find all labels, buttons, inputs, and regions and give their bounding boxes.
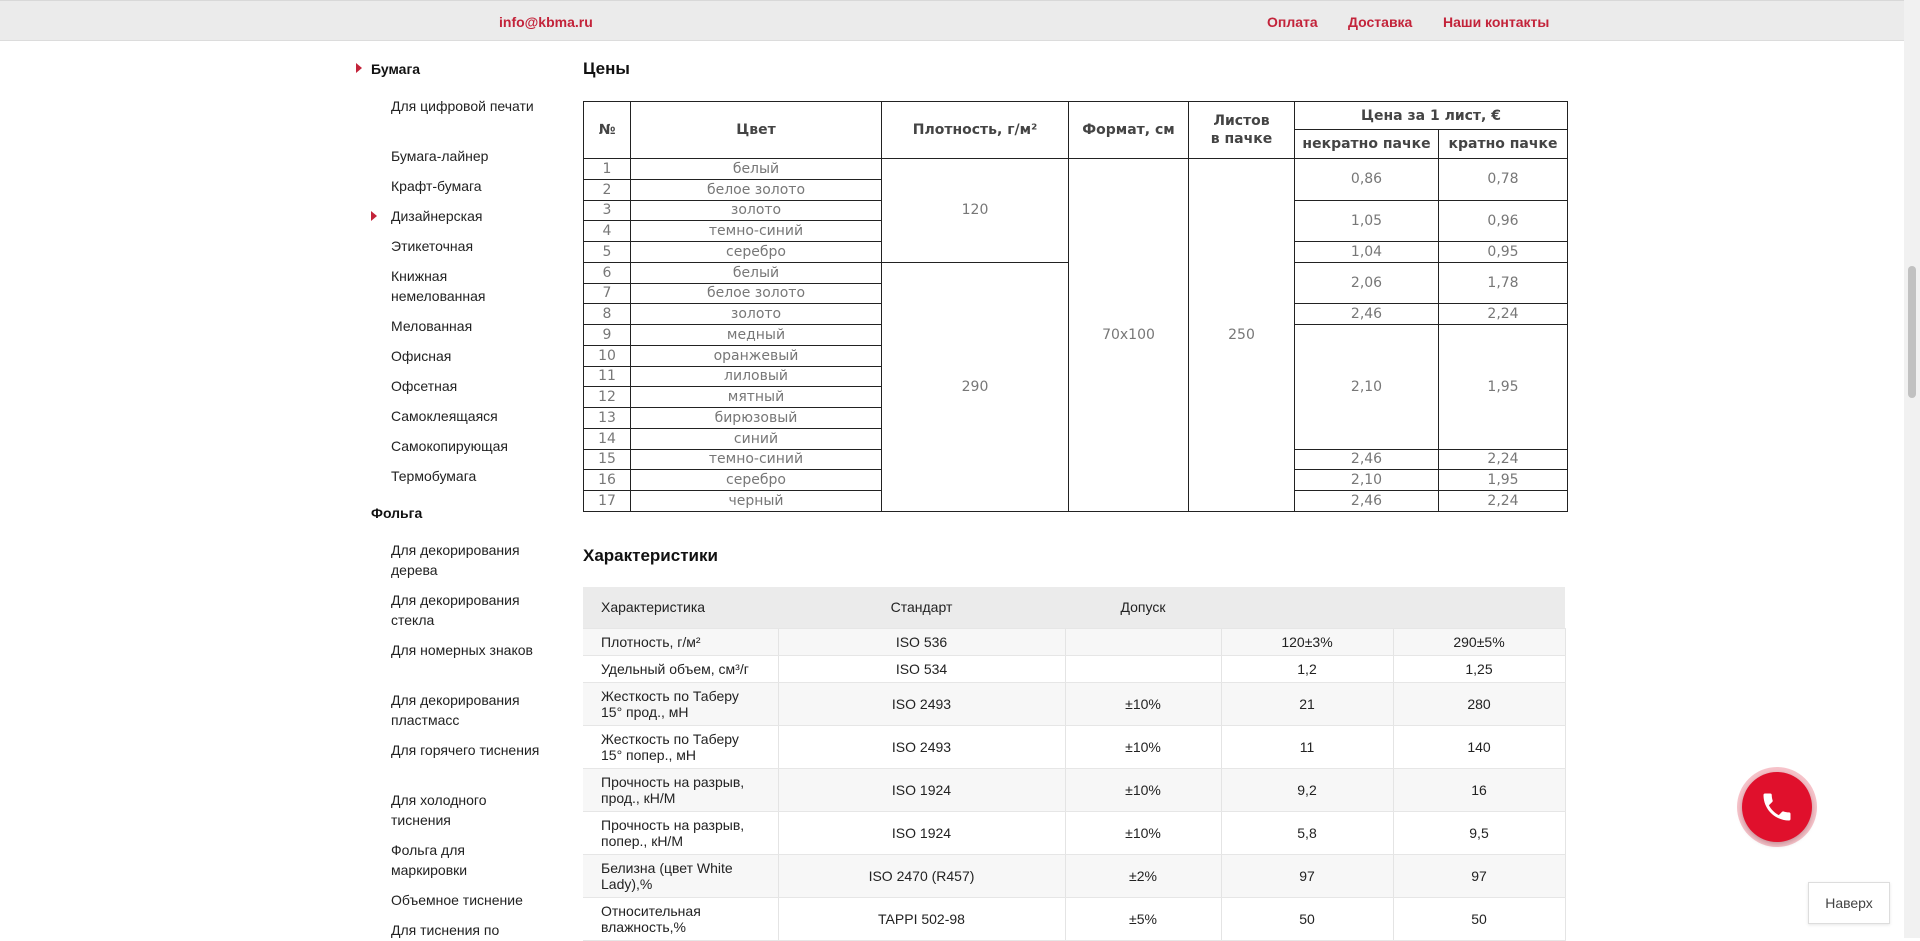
call-button[interactable]	[1742, 772, 1812, 842]
spec-value-290: 1,25	[1393, 655, 1565, 682]
spec-tolerance	[1065, 628, 1221, 655]
price-nonmultiple: 2,46	[1295, 304, 1439, 325]
sidebar-item-selfadhesive[interactable]: Самоклеящаяся	[391, 408, 498, 424]
price-multiple: 2,24	[1439, 491, 1568, 512]
spec-standard: ISO 1924	[778, 768, 1065, 811]
row-color: белое золото	[631, 179, 882, 200]
spec-name: Плотность, г/м²	[583, 628, 778, 655]
back-to-top-button[interactable]: Наверх	[1808, 882, 1890, 924]
sidebar-item-office[interactable]: Офисная	[391, 348, 452, 364]
sidebar-item-foil-cold[interactable]: Для холодного тиснения	[391, 792, 487, 828]
header-color: Цвет	[631, 102, 882, 159]
spec-value-120: 50	[1221, 897, 1393, 940]
price-nonmultiple: 2,10	[1295, 325, 1439, 450]
price-multiple: 0,96	[1439, 200, 1568, 242]
spec-value-290: 140	[1393, 725, 1565, 768]
specs-table	[583, 587, 1566, 941]
row-num: 12	[584, 387, 631, 408]
price-multiple: 1,78	[1439, 262, 1568, 304]
row-num: 3	[584, 200, 631, 221]
price-multiple: 1,95	[1439, 325, 1568, 450]
row-num: 9	[584, 325, 631, 346]
spec-tolerance: ±5%	[1065, 897, 1221, 940]
spec-name: Прочность на разрыв, попер., кН/М	[583, 811, 778, 854]
spec-value-120: 5,8	[1221, 811, 1393, 854]
spec-name: Жесткость по Таберу 15° попер., мН	[583, 725, 778, 768]
spec-tolerance: ±10%	[1065, 768, 1221, 811]
spec-value-290: 290±5%	[1393, 628, 1565, 655]
spec-value-120: 1,2	[1221, 655, 1393, 682]
specs-header-name: Характеристика	[583, 587, 778, 628]
active-section-marker	[356, 63, 362, 73]
spec-value-120: 120±3%	[1221, 628, 1393, 655]
prices-title: Цены	[583, 59, 630, 78]
price-multiple: 0,95	[1439, 242, 1568, 263]
phone-icon	[1759, 789, 1795, 825]
price-nonmultiple: 2,06	[1295, 262, 1439, 304]
row-color: белое золото	[631, 283, 882, 304]
row-color: золото	[631, 304, 882, 325]
spec-tolerance: ±10%	[1065, 811, 1221, 854]
price-nonmultiple: 2,46	[1295, 449, 1439, 470]
top-bar	[0, 0, 1904, 41]
row-num: 15	[584, 449, 631, 470]
price-multiple: 0,78	[1439, 159, 1568, 201]
sidebar-item-carbonless[interactable]: Самокопирующая	[391, 438, 508, 454]
price-multiple: 1,95	[1439, 470, 1568, 491]
header-num: №	[584, 102, 631, 159]
row-num: 13	[584, 408, 631, 429]
row-num: 14	[584, 428, 631, 449]
price-nonmultiple: 1,04	[1295, 242, 1439, 263]
sidebar-item-foil-plastic[interactable]: Для декорирования пластмасс	[391, 692, 520, 728]
spec-value-290: 50	[1393, 897, 1565, 940]
active-item-marker	[371, 211, 377, 221]
sidebar-item-liner[interactable]: Бумага-лайнер	[391, 148, 489, 164]
sidebar-item-foil-plates[interactable]: Для номерных знаков	[391, 642, 533, 658]
spec-value-290: 16	[1393, 768, 1565, 811]
sidebar-item-foil-glass[interactable]: Для декорирования стекла	[391, 592, 520, 628]
spec-value-120: 11	[1221, 725, 1393, 768]
nav-link-contacts[interactable]: Наши контакты	[1443, 14, 1550, 30]
row-color: лиловый	[631, 366, 882, 387]
sidebar-item-designer[interactable]: Дизайнерская	[391, 208, 483, 224]
sidebar-item-foil-relief[interactable]: Объемное тиснение	[391, 892, 523, 908]
spec-tolerance: ±10%	[1065, 725, 1221, 768]
header-price-nonmultiple: некратно пачке	[1295, 130, 1439, 159]
spec-standard: ISO 534	[778, 655, 1065, 682]
spec-standard: ISO 1924	[778, 811, 1065, 854]
format-cell: 70x100	[1069, 159, 1189, 512]
specs-header-tolerance: Допуск	[1065, 587, 1221, 628]
spec-name: Удельный объем, см³/г	[583, 655, 778, 682]
sidebar-item-foil-wood[interactable]: Для декорирования дерева	[391, 542, 520, 578]
spec-value-290: 97	[1393, 854, 1565, 897]
row-num: 10	[584, 345, 631, 366]
nav-link-delivery[interactable]: Доставка	[1348, 14, 1413, 30]
nav-link-payment[interactable]: Оплата	[1267, 14, 1318, 30]
row-num: 6	[584, 262, 631, 283]
sidebar-item-foil-hot[interactable]: Для горячего тиснения	[391, 742, 540, 758]
sidebar-item-label[interactable]: Этикеточная	[391, 238, 474, 254]
sidebar-item-kraft[interactable]: Крафт-бумага	[391, 178, 482, 194]
row-color: белый	[631, 159, 882, 180]
sheets-cell: 250	[1189, 159, 1295, 512]
row-num: 8	[584, 304, 631, 325]
spec-name: Относительная влажность,%	[583, 897, 778, 940]
scrollbar-thumb[interactable]	[1908, 266, 1916, 398]
price-multiple: 2,24	[1439, 449, 1568, 470]
header-sheets: Листов в пачке	[1189, 102, 1295, 159]
row-color: синий	[631, 428, 882, 449]
price-nonmultiple: 2,10	[1295, 470, 1439, 491]
row-color: оранжевый	[631, 345, 882, 366]
row-num: 16	[584, 470, 631, 491]
spec-standard: ISO 536	[778, 628, 1065, 655]
spec-name: Прочность на разрыв, прод., кН/М	[583, 768, 778, 811]
header-density: Плотность, г/м²	[882, 102, 1069, 159]
row-color: серебро	[631, 242, 882, 263]
sidebar-section-foil[interactable]: Фольга	[371, 505, 423, 521]
price-multiple: 2,24	[1439, 304, 1568, 325]
sidebar-item-foil-marking[interactable]: Фольга для маркировки	[391, 842, 468, 878]
header-price: Цена за 1 лист, €	[1295, 102, 1568, 130]
spec-tolerance	[1065, 655, 1221, 682]
row-color: белый	[631, 262, 882, 283]
header-price-multiple: кратно пачке	[1439, 130, 1568, 159]
sidebar-item-offset[interactable]: Офсетная	[391, 378, 458, 394]
row-color: золото	[631, 200, 882, 221]
density-cell: 290	[882, 262, 1069, 511]
header-format: Формат, см	[1069, 102, 1189, 159]
row-num: 11	[584, 366, 631, 387]
page-scrollbar[interactable]	[1904, 0, 1920, 938]
row-num: 4	[584, 221, 631, 242]
row-color: мятный	[631, 387, 882, 408]
spec-value-120: 21	[1221, 682, 1393, 725]
spec-standard: TAPPI 502-98	[778, 897, 1065, 940]
row-num: 17	[584, 491, 631, 512]
row-color: темно-синий	[631, 221, 882, 242]
price-nonmultiple: 2,46	[1295, 491, 1439, 512]
specs-title: Характеристики	[583, 546, 718, 565]
sidebar-item-foil-embossing[interactable]: Для тиснения по	[391, 922, 500, 938]
spec-standard: ISO 2493	[778, 725, 1065, 768]
email-link[interactable]: info@kbma.ru	[499, 14, 593, 30]
price-nonmultiple: 1,05	[1295, 200, 1439, 242]
row-num: 7	[584, 283, 631, 304]
sidebar-item-coated[interactable]: Мелованная	[391, 318, 473, 334]
row-color: бирюзовый	[631, 408, 882, 429]
density-cell: 120	[882, 159, 1069, 263]
row-num: 5	[584, 242, 631, 263]
row-color: темно-синий	[631, 449, 882, 470]
row-num: 1	[584, 159, 631, 180]
sidebar-item-digital[interactable]: Для цифровой печати	[391, 98, 534, 114]
row-color: серебро	[631, 470, 882, 491]
spec-value-120: 97	[1221, 854, 1393, 897]
spec-value-290: 9,5	[1393, 811, 1565, 854]
row-num: 2	[584, 179, 631, 200]
spec-tolerance: ±10%	[1065, 682, 1221, 725]
spec-standard: ISO 2493	[778, 682, 1065, 725]
spec-value-120: 9,2	[1221, 768, 1393, 811]
spec-name: Жесткость по Таберу 15° прод., мН	[583, 682, 778, 725]
sidebar-item-book[interactable]: Книжная немелованная	[391, 268, 486, 304]
prices-table	[583, 101, 1568, 512]
row-color: медный	[631, 325, 882, 346]
spec-standard: ISO 2470 (R457)	[778, 854, 1065, 897]
specs-header-standard: Стандарт	[778, 587, 1065, 628]
spec-tolerance: ±2%	[1065, 854, 1221, 897]
sidebar-section-paper[interactable]: Бумага	[371, 61, 421, 77]
sidebar-item-thermal[interactable]: Термобумага	[391, 468, 477, 484]
spec-name: Белизна (цвет White Lady),%	[583, 854, 778, 897]
price-nonmultiple: 0,86	[1295, 159, 1439, 201]
row-color: черный	[631, 491, 882, 512]
spec-value-290: 280	[1393, 682, 1565, 725]
